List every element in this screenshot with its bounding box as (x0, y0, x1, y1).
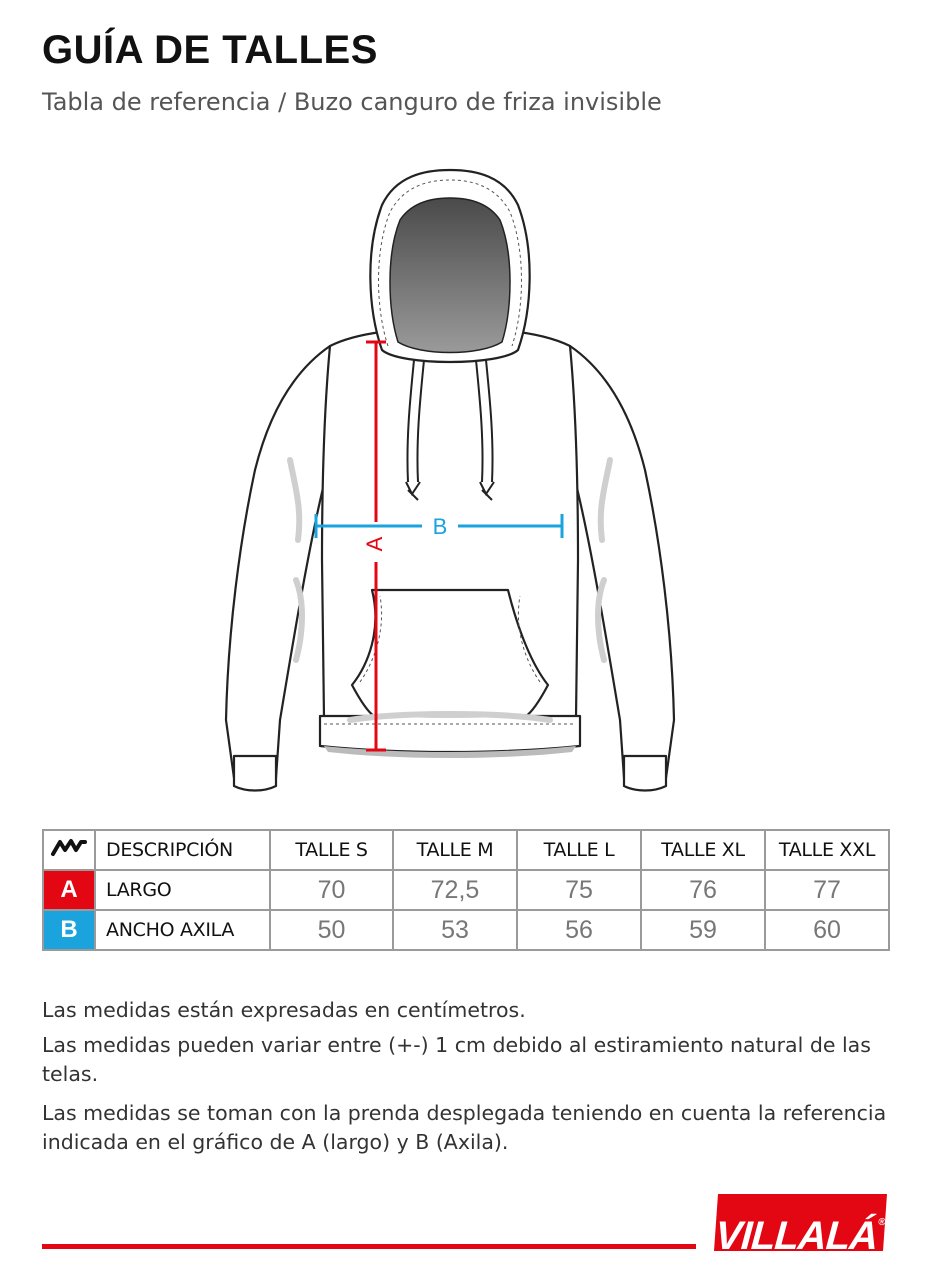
measure-a-label: A (362, 536, 387, 552)
right-sleeve (570, 346, 674, 778)
table-cell: 70 (270, 870, 393, 910)
registered-mark: ® (877, 1217, 886, 1228)
table-cell: 72,5 (393, 870, 517, 910)
row-label: ANCHO AXILA (95, 910, 270, 950)
table-cell: 60 (765, 910, 889, 950)
note-line: Las medidas pueden variar entre (+-) 1 cm debido al estiramiento natural de las telas. (42, 1033, 871, 1086)
right-cuff (624, 756, 666, 791)
brand-logo (713, 1194, 887, 1258)
note-line: Las medidas se toman con la prenda desplegada teniendo en cuenta la referencia indicada en el gráfico de A (largo) y B (Axila). (42, 1101, 887, 1154)
left-cuff (234, 756, 276, 791)
column-header-size: TALLE M (393, 830, 517, 870)
column-header-size: TALLE XL (641, 830, 765, 870)
villala-w-icon (43, 830, 95, 870)
brand-name: VILLALÁ (713, 1214, 879, 1258)
table-cell: 56 (517, 910, 641, 950)
size-table (42, 829, 890, 951)
table-cell: 77 (765, 870, 889, 910)
table-cell: 75 (517, 870, 641, 910)
table-cell: 53 (393, 910, 517, 950)
column-header-size: TALLE L (517, 830, 641, 870)
table-row (43, 870, 889, 910)
footer-divider (42, 1244, 696, 1249)
left-sleeve (226, 346, 330, 778)
table-cell: 59 (641, 910, 765, 950)
row-label: LARGO (95, 870, 270, 910)
row-key-badge: A (43, 870, 95, 910)
hood-interior (390, 198, 510, 353)
column-header-size: TALLE XXL (765, 830, 889, 870)
table-cell: 76 (641, 870, 765, 910)
hoodie-diagram (200, 160, 700, 800)
measurement-notes (42, 996, 892, 1163)
column-header-size: TALLE S (270, 830, 393, 870)
page-title: GUÍA DE TALLES (42, 28, 378, 72)
table-header-row (43, 830, 889, 870)
column-header-description: DESCRIPCIÓN (95, 830, 270, 870)
table-cell: 50 (270, 910, 393, 950)
note-line: Las medidas están expresadas en centímetros. (42, 998, 526, 1022)
row-key-badge: B (43, 910, 95, 950)
page-subtitle: Tabla de referencia / Buzo canguro de friza invisible (42, 88, 662, 116)
table-row (43, 910, 889, 950)
measure-b-label: B (432, 514, 448, 539)
